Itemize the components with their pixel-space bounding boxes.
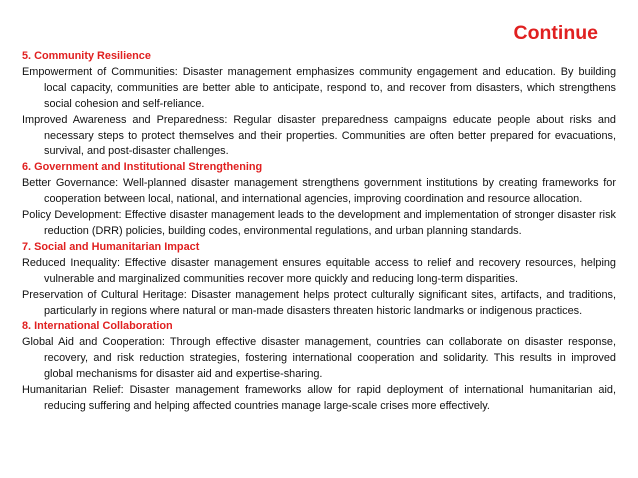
section-paragraph: Better Governance: Well-planned disaster management strengthens government institutions by creating frameworks for cooperation between local, national, and international agencies, improving coordination and resource allocation. xyxy=(22,177,616,206)
section-heading: 7. Social and Humanitarian Impact xyxy=(22,240,200,253)
section-social-humanitarian-impact xyxy=(22,240,616,320)
section-paragraph: Improved Awareness and Preparedness: Regular disaster preparedness campaigns educate people about risks and necessary steps to protect themselves and their properties. Communities are often better prepared for evacuations, survival, and post-disaster challenges. xyxy=(22,113,616,158)
section-paragraph: Empowerment of Communities: Disaster management emphasizes community engagement and education. By building local capacity, communities are better able to anticipate, respond to, and recover from disasters, which strengthens social cohesion and self-reliance. xyxy=(22,65,616,110)
section-heading: 8. International Collaboration xyxy=(22,320,173,333)
section-paragraph: Reduced Inequality: Effective disaster management ensures equitable access to relief and recovery resources, helping vulnerable and marginalized communities recover more quickly and reducing long-term disparities. xyxy=(22,256,616,285)
section-heading: 6. Government and Institutional Strengthening xyxy=(22,161,263,174)
section-government-strengthening xyxy=(22,160,616,240)
section-paragraph: Preservation of Cultural Heritage: Disaster management helps protect culturally significant sites, artifacts, and traditions, particularly in regions where natural or man-made disasters threaten historic landmarks or indigenous practices. xyxy=(22,288,616,317)
slide-title: Continue xyxy=(513,22,598,44)
section-international-collaboration xyxy=(22,319,616,414)
section-heading: 5. Community Resilience xyxy=(22,50,151,62)
section-community-resilience xyxy=(22,49,616,160)
section-paragraph: Global Aid and Cooperation: Through effective disaster management, countries can collaborate on disaster response, recovery, and risk reduction strategies, fostering international cooperation and solidarity. This results in improved global mechanisms for disaster aid and expertise-sharing. xyxy=(22,336,616,381)
section-paragraph: Policy Development: Effective disaster management leads to the development and implementation of stronger disaster risk reduction (DRR) policies, building codes, environmental regulations, and urban planning standards. xyxy=(22,209,616,237)
slide-content xyxy=(22,49,616,415)
section-paragraph: Humanitarian Relief: Disaster management frameworks allow for rapid deployment of international humanitarian aid, reducing suffering and helping affected countries manage large-scale crises more effectively. xyxy=(22,384,616,412)
